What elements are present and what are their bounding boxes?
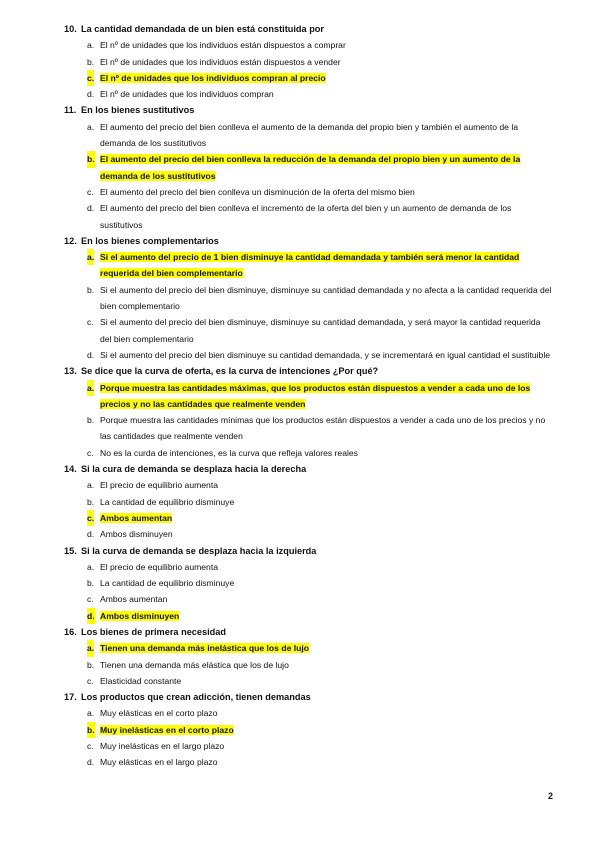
option-letter: a. [87, 640, 94, 656]
question-text: Se dice que la curva de oferta, es la curva de intenciones ¿Por qué? [81, 366, 379, 377]
option-text: El nº de unidades que los individuos están dispuestos a vender [100, 56, 341, 67]
answer-option [64, 412, 554, 445]
option-letter: b. [87, 659, 95, 670]
option-text: Muy elásticas en el corto plazo [100, 708, 218, 719]
option-text: Si el aumento del precio del bien disminuye, disminuye su cantidad demandada, y será mayor la cantidad requerida del bien complementario [100, 317, 541, 344]
answer-option [64, 657, 554, 673]
question-heading [64, 461, 554, 477]
option-letter: a. [87, 708, 95, 719]
option-letter: d. [87, 203, 95, 214]
answer-option-highlighted [64, 640, 554, 656]
option-letter: b. [87, 578, 95, 589]
question-text: Si la curva de demanda se desplaza hacia la izquierda [81, 545, 317, 556]
question-list [64, 21, 554, 771]
option-text: Tienen una demanda más elástica que los de lujo [100, 659, 289, 670]
option-text: Si el aumento del precio de 1 bien disminuye la cantidad demandada y también será menor la cantidad requerida del bien complementario [100, 252, 520, 279]
option-letter: b. [87, 722, 95, 738]
option-letter: a. [87, 480, 95, 491]
answer-option [64, 575, 554, 591]
option-letter: c. [87, 317, 94, 328]
question-text: Los productos que crean adicción, tienen demandas [81, 692, 311, 703]
option-text: El precio de equilibrio aumenta [100, 480, 218, 491]
option-text: Muy elásticas en el largo plazo [100, 757, 218, 768]
question-heading [64, 543, 554, 559]
option-text: El aumento del precio del bien conlleva la reducción de la demanda del propio bien y un aumento de la demanda de los sustitutivos [100, 154, 521, 181]
option-letter: c. [87, 447, 94, 458]
option-text: Porque muestra las cantidades mínimas que los productos están dispuestos a vender a cada uno de los precios y no las cantidades que realmente venden [100, 415, 546, 442]
question-number: 14. [64, 464, 77, 475]
option-letter: c. [87, 741, 94, 752]
option-letter: a. [87, 121, 95, 132]
option-letter: a. [87, 561, 95, 572]
question-text: La cantidad demandada de un bien está constituida por [81, 24, 324, 34]
option-letter: b. [87, 56, 95, 67]
option-text: Ambos aumentan [100, 512, 173, 523]
question-text: En los bienes complementarios [81, 235, 219, 246]
answer-option [64, 738, 554, 754]
option-text: El precio de equilibrio aumenta [100, 561, 218, 572]
answer-option [64, 705, 554, 721]
answer-option [64, 754, 554, 770]
option-text: Elasticidad constante [100, 675, 182, 686]
answer-option [64, 591, 554, 607]
option-letter: c. [87, 186, 94, 197]
answer-option-highlighted [64, 510, 554, 526]
question-text: En los bienes sustitutivos [81, 105, 195, 116]
option-letter: a. [87, 249, 94, 265]
question-number: 13. [64, 366, 77, 377]
option-text: Tienen una demanda más inelástica que los de lujo [100, 643, 310, 654]
option-text: El nº de unidades que los individuos compran [100, 89, 274, 100]
answer-option-highlighted [64, 380, 554, 413]
question-heading [64, 233, 554, 249]
option-text: Si el aumento del precio del bien disminuye, disminuye su cantidad demandada y no afecta a la cantidad requerida del bien complementario [100, 284, 552, 312]
answer-option-highlighted [64, 608, 554, 624]
answer-option [64, 445, 554, 461]
question-heading [64, 102, 554, 118]
question-heading [64, 21, 554, 37]
answer-option [64, 559, 554, 575]
option-letter: b. [87, 284, 95, 295]
option-text: Ambos disminuyen [100, 610, 180, 621]
answer-option [64, 86, 554, 102]
option-letter: a. [87, 40, 95, 51]
option-letter: b. [87, 151, 95, 167]
answer-option [64, 184, 554, 200]
answer-option [64, 673, 554, 689]
answer-option [64, 314, 554, 347]
option-letter: b. [87, 415, 95, 426]
answer-option-highlighted [64, 151, 554, 184]
option-letter: d. [87, 89, 95, 100]
option-text: Muy inelásticas en el largo plazo [100, 741, 225, 752]
page-number: 2 [548, 791, 554, 801]
answer-option [64, 54, 554, 70]
answer-option [64, 119, 554, 152]
option-text: El aumento del precio del bien conlleva un disminución de la oferta del mismo bien [100, 186, 415, 197]
option-letter: d. [87, 757, 95, 768]
option-text: La cantidad de equilibrio disminuye [100, 578, 235, 589]
option-letter: c. [87, 70, 94, 86]
option-text: Muy inelásticas en el corto plazo [100, 724, 234, 735]
option-text: El aumento del precio del bien conlleva el incremento de la oferta del bien y un aumento de demanda de los sustitutivos [100, 203, 512, 230]
answer-option-highlighted [64, 722, 554, 738]
option-letter: d. [87, 608, 95, 624]
option-letter: c. [87, 510, 94, 526]
option-letter: b. [87, 496, 95, 507]
option-letter: a. [87, 380, 94, 396]
option-text: La cantidad de equilibrio disminuye [100, 496, 235, 507]
option-text: Porque muestra las cantidades máximas, que los productos están dispuestos a vender a cada uno de los precios y no las cantidades que realmente venden [100, 382, 531, 409]
answer-option [64, 282, 554, 315]
question-number: 16. [64, 626, 77, 637]
option-text: Ambos disminuyen [100, 529, 173, 540]
question-number: 15. [64, 545, 77, 556]
question-heading [64, 363, 554, 379]
question-number: 12. [64, 235, 77, 246]
option-letter: d. [87, 529, 95, 540]
question-heading [64, 624, 554, 640]
question-text: Si la cura de demanda se desplaza hacia la derecha [81, 464, 307, 475]
option-letter: d. [87, 349, 95, 360]
answer-option [64, 347, 554, 363]
option-letter: c. [87, 675, 94, 686]
answer-option [64, 37, 554, 53]
answer-option [64, 477, 554, 493]
option-letter: c. [87, 594, 94, 605]
question-heading [64, 689, 554, 705]
question-text: Los bienes de primera necesidad [81, 626, 227, 637]
answer-option-highlighted [64, 70, 554, 86]
question-number: 17. [64, 692, 77, 703]
option-text: Ambos aumentan [100, 594, 168, 605]
option-text: El nº de unidades que los individuos compran al precio [100, 72, 326, 83]
option-text: El aumento del precio del bien conlleva el aumento de la demanda del propio bien y también el aumento de la demanda de los sustitutivos [100, 121, 519, 149]
answer-option [64, 494, 554, 510]
question-number: 11. [64, 105, 77, 116]
option-text: Si el aumento del precio del bien disminuye su cantidad demandada, y se incrementará en igual cantidad el sustituible [100, 349, 551, 360]
option-text: No es la curda de intenciones, es la curva que refleja valores reales [100, 447, 358, 458]
answer-option-highlighted [64, 249, 554, 282]
option-text: El nº de unidades que los individuos están dispuestos a comprar [100, 40, 346, 51]
answer-option [64, 200, 554, 233]
question-number: 10. [64, 24, 77, 34]
answer-option [64, 526, 554, 542]
